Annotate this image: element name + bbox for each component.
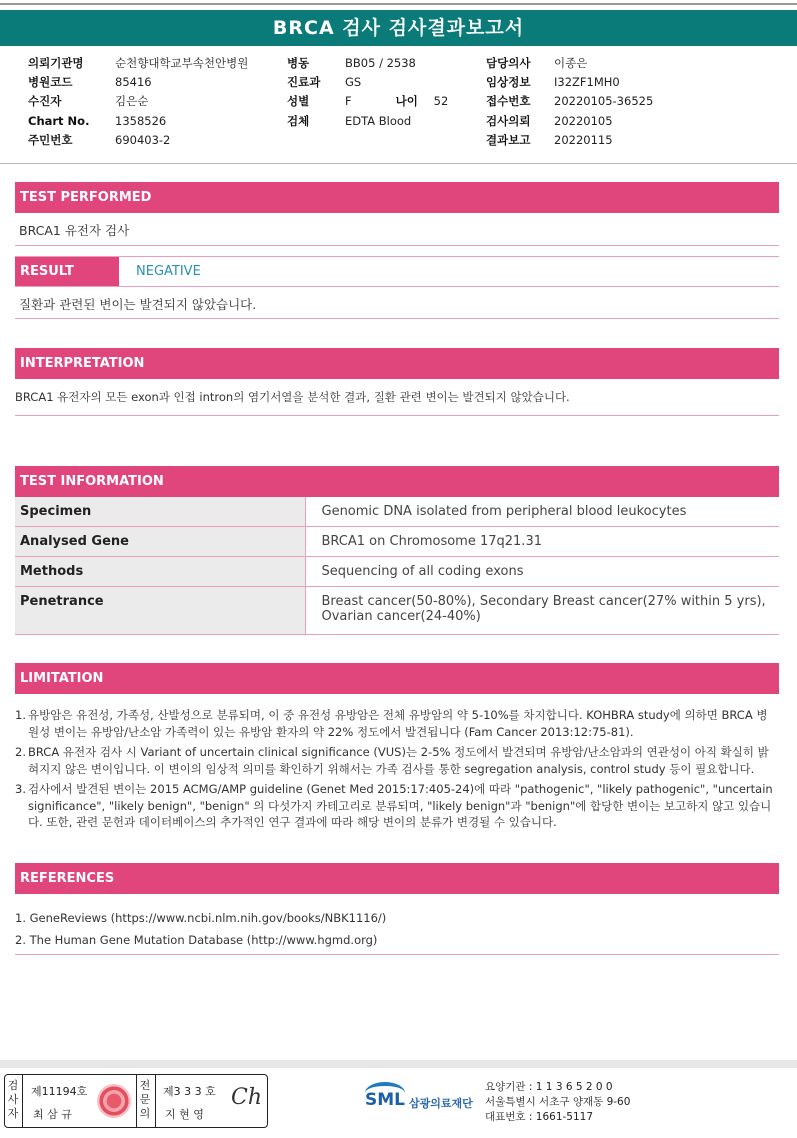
list-item: 1. GeneReviews (https://www.ncbi.nlm.nih.gov/books/NBK1116/) bbox=[15, 911, 387, 925]
result-label: RESULT bbox=[15, 257, 119, 286]
divider bbox=[15, 415, 779, 416]
table-key: Methods bbox=[15, 557, 305, 587]
list-number: 2. bbox=[15, 745, 26, 759]
org-address bbox=[485, 1080, 630, 1125]
header-label: 수진자 bbox=[28, 94, 62, 109]
test-performed-text: BRCA1 유전자 검사 bbox=[19, 223, 130, 238]
divider bbox=[15, 318, 779, 319]
header-row bbox=[287, 92, 448, 111]
table-value: Genomic DNA isolated from peripheral blood leukocytes bbox=[305, 497, 779, 527]
header-label: 검사의뢰 bbox=[486, 113, 531, 128]
header-label: 주민번호 bbox=[28, 132, 73, 147]
result-value: NEGATIVE bbox=[136, 264, 201, 279]
header-value: 20220105-36525 bbox=[554, 94, 654, 109]
list-item: 2. The Human Gene Mutation Database (http://www.hgmd.org) bbox=[15, 933, 378, 947]
header-value: 이종은 bbox=[554, 56, 588, 70]
list-number: 3. bbox=[15, 782, 26, 796]
list-text: 유방암은 유전성, 가족성, 산발성으로 분류되며, 이 중 유전성 유방암은 전체 유방암의 약 5-10%를 차지합니다. KOHBRA study에 의하면 BRCA 병원성 변이는 유방암/난소암 가족력이 있는 유방암 환자의 약 22% 정도에서 발견됩니다 (Fam Cancer 2013:12:75-81). bbox=[28, 708, 768, 739]
table-row bbox=[15, 557, 779, 587]
section-test-information: TEST INFORMATION bbox=[15, 466, 779, 497]
table-key: Penetrance bbox=[15, 587, 305, 635]
header-row bbox=[287, 54, 448, 73]
limitation-list bbox=[15, 707, 777, 835]
header-row bbox=[486, 92, 653, 111]
header-row bbox=[486, 73, 653, 92]
list-text: 검사에서 발견된 변이는 2015 ACMG/AMP guideline (Genet Med 2015:17:405-24)에 따라 "pathogenic", "likely pathogenic", "uncertain significance", "likely benign", "benign" 의 다섯가지 카테고리로 분류되며, "likely benign"과 "benign"에 합당한 변이는 보고하지 않고 있습니다. 또한, 관련 문헌과 데이터베이스의 추가적인 연구 결과에 따라 해당 변이의 분류가 변경될 수 있습니다. bbox=[28, 782, 773, 829]
specialist-name: 지 현 영 bbox=[165, 1108, 204, 1121]
header-row bbox=[28, 54, 248, 73]
header-column-2 bbox=[287, 54, 448, 131]
org-logo bbox=[363, 1082, 483, 1120]
header-value: 김은순 bbox=[115, 94, 149, 109]
age-label: 나이 bbox=[395, 94, 418, 109]
table-value: Breast cancer(50-80%), Secondary Breast cancer(27% within 5 yrs), Ovarian cancer(24-40%) bbox=[305, 587, 779, 635]
header-row bbox=[28, 112, 248, 131]
divider bbox=[15, 954, 779, 955]
address-line: 대표번호 : 1661-5117 bbox=[485, 1111, 594, 1123]
section-interpretation: INTERPRETATION bbox=[15, 348, 779, 379]
header-row bbox=[287, 73, 448, 92]
header-value: 1358526 bbox=[115, 113, 167, 128]
header-value: 순천향대학교부속천안병원 bbox=[115, 56, 249, 70]
table-value: BRCA1 on Chromosome 17q21.31 bbox=[305, 527, 779, 557]
header-label: 병원코드 bbox=[28, 75, 73, 90]
section-limitation: LIMITATION bbox=[15, 663, 779, 694]
header-row bbox=[28, 73, 248, 92]
result-text: 질환과 관련된 변이는 발견되지 않았습니다. bbox=[19, 297, 257, 312]
header-label: Chart No. bbox=[28, 113, 90, 128]
list-item bbox=[15, 781, 777, 831]
logo-text: SML bbox=[365, 1090, 405, 1110]
section-references: REFERENCES bbox=[15, 863, 779, 894]
header-value: 20220115 bbox=[554, 132, 613, 147]
header-label: 검체 bbox=[287, 113, 310, 128]
header-value: 85416 bbox=[115, 75, 152, 90]
header-row bbox=[287, 112, 448, 131]
specialist-license: 제3 3 3 호 bbox=[163, 1085, 216, 1098]
table-value: Sequencing of all coding exons bbox=[305, 557, 779, 587]
header-label: 병동 bbox=[287, 56, 310, 70]
address-line: 서울특별시 서초구 양재동 9-60 bbox=[485, 1096, 631, 1108]
header-divider bbox=[0, 163, 797, 164]
specialist-vertical-label: 전 문 의 bbox=[139, 1079, 151, 1120]
examiner-vertical-label: 검 사 자 bbox=[7, 1079, 19, 1120]
result-row bbox=[15, 256, 779, 287]
table-row bbox=[15, 497, 779, 527]
table-key: Analysed Gene bbox=[15, 527, 305, 557]
top-border-line bbox=[0, 3, 797, 5]
test-information-table bbox=[15, 497, 779, 635]
header-value: I32ZF1MH0 bbox=[554, 75, 620, 90]
header-row bbox=[28, 131, 248, 150]
table-row bbox=[15, 587, 779, 635]
header-label: 담당의사 bbox=[486, 56, 531, 70]
examiner-license: 제11194호 bbox=[31, 1085, 88, 1098]
header-value: 690403-2 bbox=[115, 132, 171, 147]
signature-box bbox=[4, 1074, 268, 1128]
list-item bbox=[15, 744, 777, 777]
signature-icon: Ch bbox=[231, 1085, 263, 1110]
header-row bbox=[28, 92, 248, 111]
section-test-performed: TEST PERFORMED bbox=[15, 182, 779, 213]
header-value: F bbox=[345, 94, 352, 109]
header-column-3 bbox=[486, 54, 653, 150]
address-line: 요양기관 : 1 1 3 6 5 2 0 0 bbox=[485, 1081, 613, 1093]
header-column-1 bbox=[28, 54, 248, 150]
references-list bbox=[15, 907, 777, 951]
divider bbox=[155, 1075, 156, 1127]
seal-stamp-icon bbox=[97, 1084, 131, 1118]
header-value: EDTA Blood bbox=[345, 113, 412, 128]
examiner-name: 최 삼 규 bbox=[33, 1108, 72, 1121]
list-item bbox=[15, 707, 777, 740]
divider bbox=[15, 245, 779, 246]
interpretation-text: BRCA1 유전자의 모든 exon과 인접 intron의 염기서열을 분석한 결과, 질환 관련 변이는 발견되지 않았습니다. bbox=[15, 390, 570, 404]
header-value: GS bbox=[345, 75, 362, 90]
list-text: BRCA 유전자 검사 시 Variant of uncertain clinical significance (VUS)는 2-5% 정도에서 발견되며 유방암/난소암과의 연관성이 아직 확실히 밝혀지지 않은 변이입니다. 이 변이의 임상적 의미를 확인하기 위해서는 가족 검사를 통한 segregation analysis, control study 등이 필요합니다. bbox=[28, 745, 769, 776]
header-value: 20220105 bbox=[554, 113, 613, 128]
age-value: 52 bbox=[433, 94, 449, 109]
header-label: 임상정보 bbox=[486, 75, 531, 90]
table-row bbox=[15, 527, 779, 557]
header-label: 성별 bbox=[287, 94, 310, 109]
list-number: 1. bbox=[15, 708, 26, 722]
report-title: BRCA 검사 검사결과보고서 bbox=[0, 10, 797, 46]
divider bbox=[136, 1075, 137, 1127]
org-name: 삼광의료재단 bbox=[409, 1097, 473, 1110]
header-label: 접수번호 bbox=[486, 94, 531, 109]
header-row bbox=[486, 54, 653, 73]
header-label: 의뢰기관명 bbox=[28, 56, 84, 70]
header-label: 진료과 bbox=[287, 75, 321, 90]
header-row bbox=[486, 112, 653, 131]
footer-bar bbox=[0, 1060, 797, 1068]
table-key: Specimen bbox=[15, 497, 305, 527]
header-row bbox=[486, 131, 653, 150]
divider bbox=[22, 1075, 23, 1127]
header-value: BB05 / 2538 bbox=[345, 56, 416, 70]
header-label: 결과보고 bbox=[486, 132, 531, 147]
